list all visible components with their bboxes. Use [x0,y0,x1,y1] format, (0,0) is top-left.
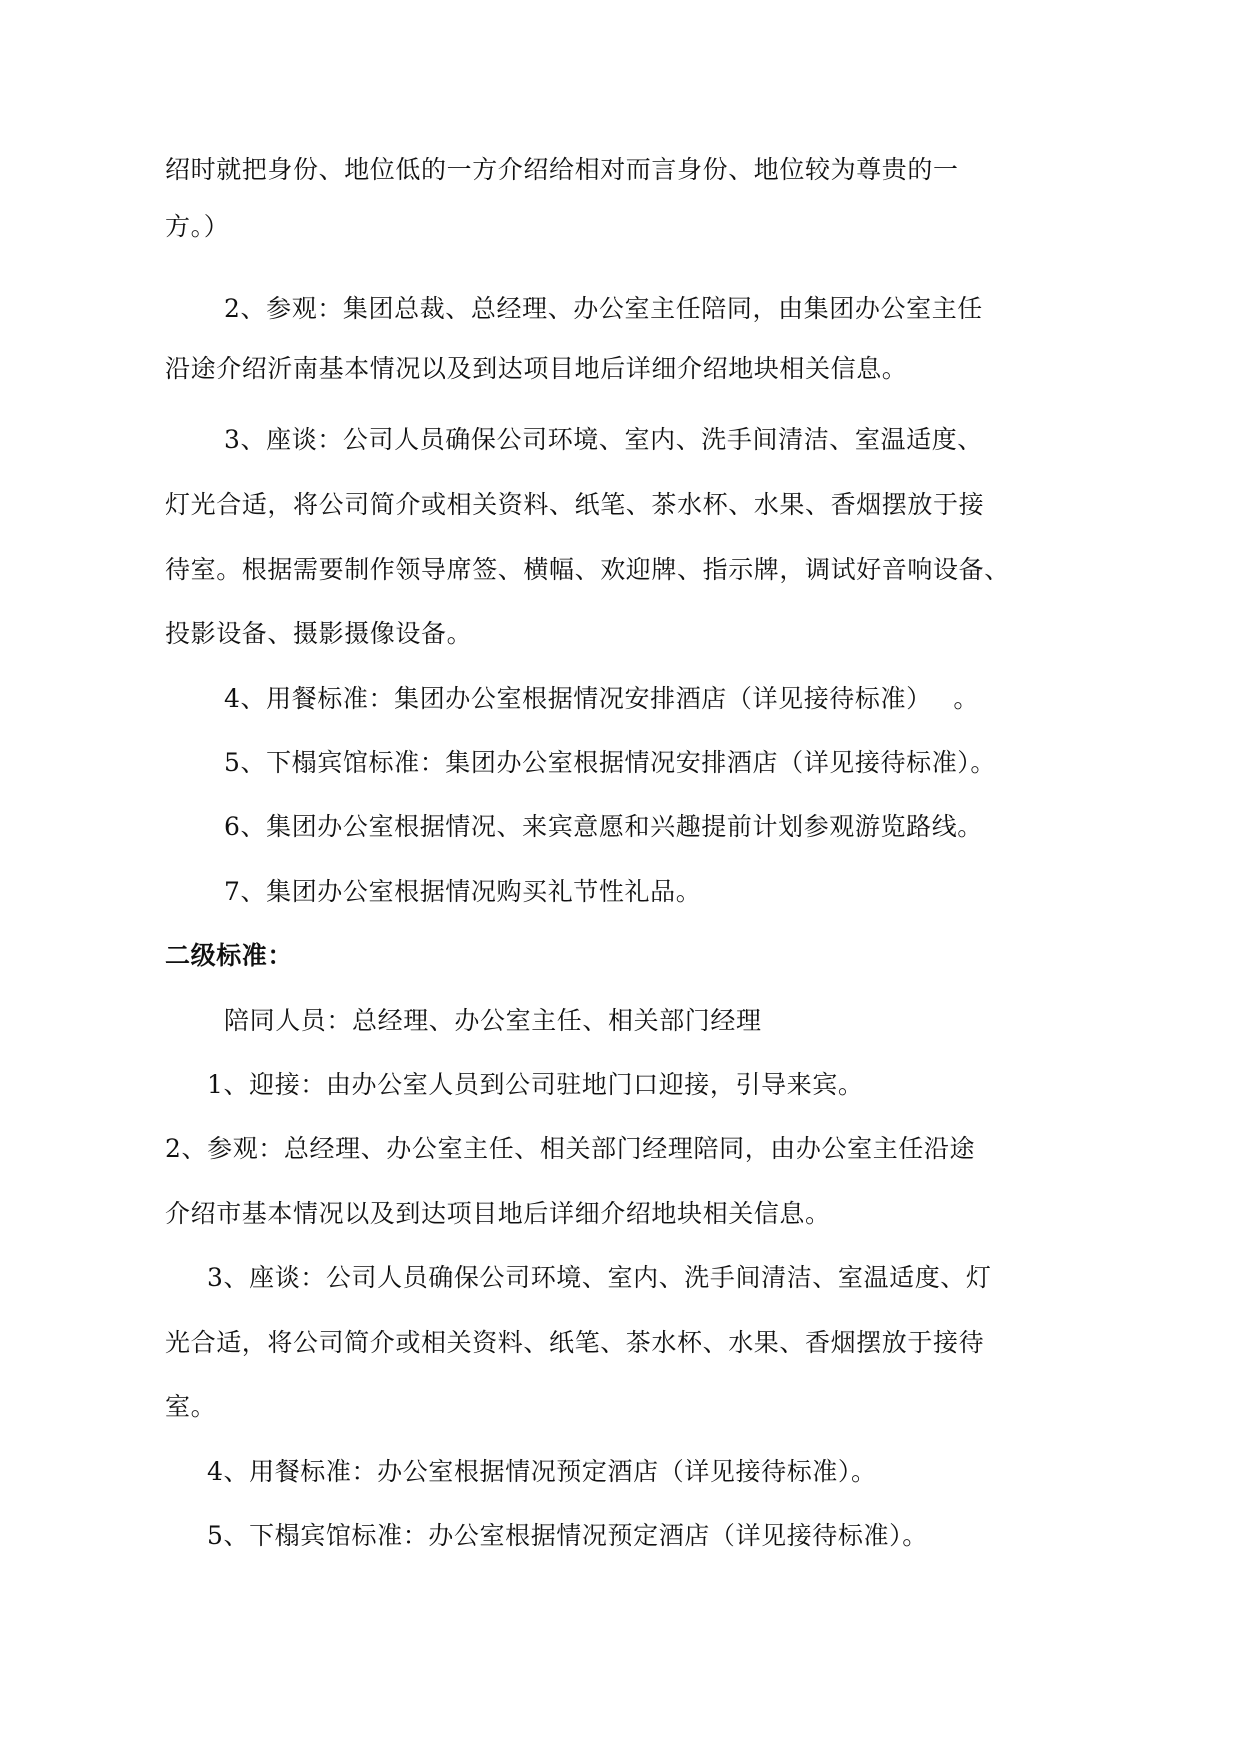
text-line: 5、下榻宾馆标准：集团办公室根据情况安排酒店（详见接待标准）。 [224,748,997,777]
text-line: 3、座谈：公司人员确保公司环境、室内、洗手间清洁、室温适度、灯 [207,1263,992,1292]
text-line: 光合适，将公司简介或相关资料、纸笔、茶水杯、水果、香烟摆放于接待 [165,1328,985,1357]
text-line: 6、集团办公室根据情况、来宾意愿和兴趣提前计划参观游览路线。 [224,812,983,841]
text-line: 1、迎接：由办公室人员到公司驻地门口迎接，引导来宾。 [207,1070,864,1099]
text-line: 介绍市基本情况以及到达项目地后详细介绍地块相关信息。 [165,1199,831,1228]
text-line: 投影设备、摄影摄像设备。 [165,619,473,648]
text-line: 待室。根据需要制作领导席签、横幅、欢迎牌、指示牌，调试好音响设备、 [165,555,1010,584]
text-line: 灯光合适，将公司简介或相关资料、纸笔、茶水杯、水果、香烟摆放于接 [165,490,985,519]
text-line: 3、座谈：公司人员确保公司环境、室内、洗手间清洁、室温适度、 [224,425,983,454]
text-line: 4、用餐标准：集团办公室根据情况安排酒店（详见接待标准） 。 [224,684,979,713]
text-line: 7、集团办公室根据情况购买礼节性礼品。 [224,877,702,906]
text-line: 5、下榻宾馆标准：办公室根据情况预定酒店（详见接待标准）。 [207,1521,928,1550]
text-line: 室。 [165,1392,217,1421]
text-line: 沿途介绍沂南基本情况以及到达项目地后详细介绍地块相关信息。 [165,354,908,383]
text-line: 陪同人员：总经理、办公室主任、相关部门经理 [224,1006,762,1035]
text-line: 绍时就把身份、地位低的一方介绍给相对而言身份、地位较为尊贵的一 [165,155,959,184]
text-line: 2、参观：总经理、办公室主任、相关部门经理陪同，由办公室主任沿途 [165,1134,976,1163]
section-heading: 二级标准： [165,941,294,970]
text-line: 方。） [165,212,230,241]
text-line: 4、用餐标准：办公室根据情况预定酒店（详见接待标准）。 [207,1457,877,1486]
text-line: 2、参观：集团总裁、总经理、办公室主任陪同，由集团办公室主任 [224,294,983,323]
